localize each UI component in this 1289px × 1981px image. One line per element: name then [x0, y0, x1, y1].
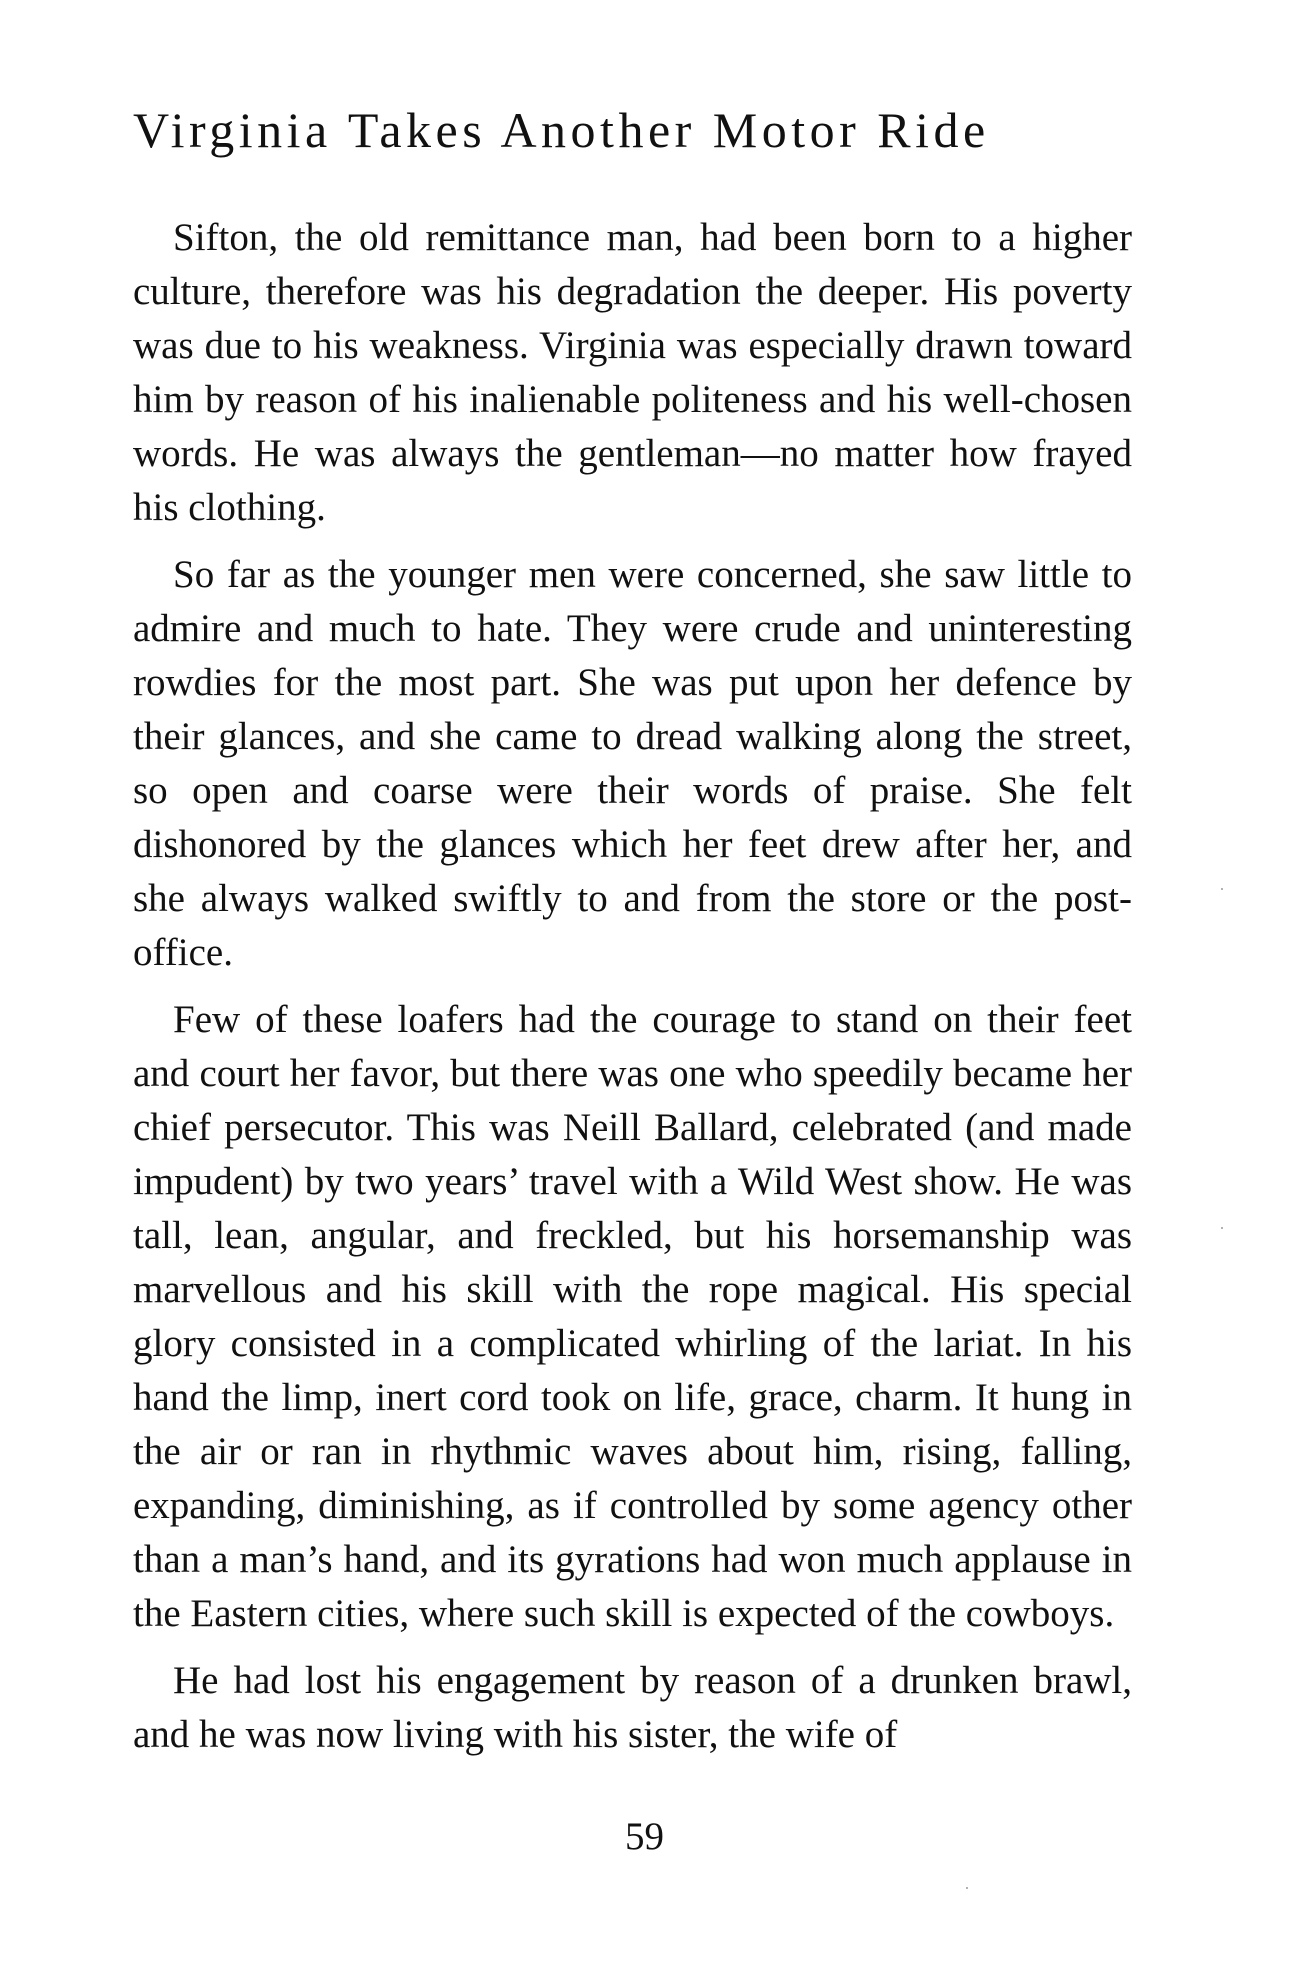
paper-speck	[1221, 1227, 1223, 1229]
body-text	[133, 211, 1132, 1775]
paragraph: Few of these loafers had the courage to stand on their feet and court her favor, but there was one who speedily became her chief persecutor. This was Neill Ballard, celebrated (and made impudent) by two years’ travel with a Wild West show. He was tall, lean, angular, and freckled, but his horsemanship was marvellous and his skill with the rope magical. His special glory consisted in a complicated whirling of the lariat. In his hand the limp, inert cord took on life, grace, charm. It hung in the air or ran in rhythmic waves about him, rising, falling, expanding, diminishing, as if controlled by some agency other than a man’s hand, and its gyrations had won much applause in the Eastern cities, where such skill is expected of the cowboys.	[133, 998, 1132, 1635]
running-head: Virginia Takes Another Motor Ride	[133, 102, 990, 158]
paragraph: He had lost his engagement by reason of a drunken brawl, and he was now living with his sister, the wife of	[133, 1659, 1132, 1756]
paper-speck	[1221, 888, 1223, 890]
page-number: 59	[625, 1815, 664, 1858]
paragraph: Sifton, the old remittance man, had been born to a higher culture, therefore was his degradation the deeper. His poverty was due to his weakness. Virginia was especially drawn toward him by reason of his inalienable politeness and his well-chosen words. He was always the gentleman—no matter how frayed his clothing.	[133, 216, 1132, 529]
paragraph: So far as the younger men were concerned, she saw little to admire and much to hate. They were crude and uninteresting rowdies for the most part. She was put upon her defence by their glances, and she came to dread walking along the street, so open and coarse were their words of praise. She felt dishonored by the glances which her feet drew after her, and she always walked swiftly to and from the store or the post-office.	[133, 553, 1132, 974]
paper-speck	[966, 1887, 968, 1889]
